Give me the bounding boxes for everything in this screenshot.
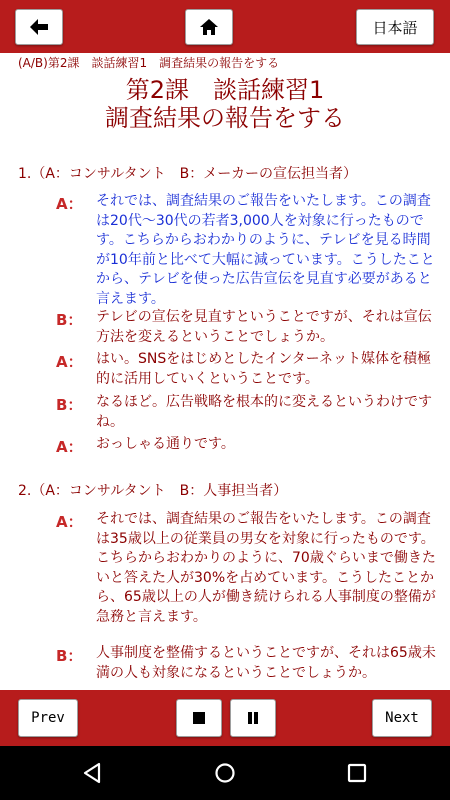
nav-recents-icon[interactable] xyxy=(347,763,367,783)
lesson-content[interactable] xyxy=(0,53,450,690)
speaker-label: A： xyxy=(56,438,83,456)
speaker-label: A： xyxy=(56,353,83,371)
top-app-bar xyxy=(0,0,450,53)
page-title-line1: 第2課 談話練習1 xyxy=(125,76,325,104)
dialogue-line[interactable]: なるほど。広告戦略を根本的に変えるというわけですね。 xyxy=(96,394,432,430)
home-button[interactable] xyxy=(185,9,233,45)
prev-label: Prev xyxy=(31,710,65,726)
speaker-label: B： xyxy=(56,311,83,329)
stop-button[interactable] xyxy=(176,699,222,737)
next-button[interactable] xyxy=(372,699,432,737)
section-heading-1: 1.（A：コンサルタント B：メーカーの宣伝担当者） xyxy=(18,166,357,182)
player-controls-bar xyxy=(0,690,450,746)
home-icon xyxy=(199,18,219,36)
section-heading-2: 2.（A：コンサルタント B：人事担当者） xyxy=(18,483,288,499)
pause-icon xyxy=(246,711,260,725)
dialogue-line[interactable]: それでは、調査結果のご報告をいたします。この調査は35歳以上の従業員の男女を対象に行ったものです。こちらからおわかりのように、70歳ぐらいまで働きたいと答えた人が30%を占めています。こうしたことから、65歳以上の人が働き続けられる人事制度の整備が急務と言えます。 xyxy=(96,511,436,625)
speaker-label: B： xyxy=(56,396,83,414)
speaker-label: A： xyxy=(56,513,83,531)
dialogue-line[interactable]: はい。SNSをはじめとしたインターネット媒体を積極的に活用していくということです。 xyxy=(96,351,431,387)
language-button[interactable] xyxy=(356,9,434,45)
speaker-label: B： xyxy=(56,647,83,665)
back-button[interactable] xyxy=(15,9,63,45)
back-arrow-icon xyxy=(29,18,49,36)
stop-icon xyxy=(192,711,206,725)
pause-button[interactable] xyxy=(230,699,276,737)
breadcrumb: (A/B)第2課 談話練習1 調査結果の報告をする xyxy=(18,56,280,70)
next-label: Next xyxy=(385,710,419,726)
system-navigation-bar xyxy=(0,746,450,800)
dialogue-line[interactable]: テレビの宣伝を見直すということですが、それは宣伝方法を変えるということでしょうか。 xyxy=(96,309,432,345)
dialogue-line[interactable]: おっしゃる通りです。 xyxy=(96,436,235,452)
nav-back-icon[interactable] xyxy=(81,761,103,785)
dialogue-line[interactable]: 人事制度を整備するということですが、それは65歳未満の人も対象になるということでしょうか。 xyxy=(96,645,436,681)
language-label: 日本語 xyxy=(372,18,418,37)
speaker-label: A： xyxy=(56,195,83,213)
nav-home-icon[interactable] xyxy=(214,762,236,784)
dialogue-line-highlighted[interactable]: それでは、調査結果のご報告をいたします。この調査は20代～30代の若者3,000人を対象に行ったものです。こちらからおわかりのように、テレビを見る時間が10年前と比べて大幅に減っています。こうしたことから、テレビを使った広告宣伝を見直す必要があると言えます。 xyxy=(96,193,435,307)
page-title-line2: 調査結果の報告をする xyxy=(105,104,345,132)
prev-button[interactable] xyxy=(18,699,78,737)
